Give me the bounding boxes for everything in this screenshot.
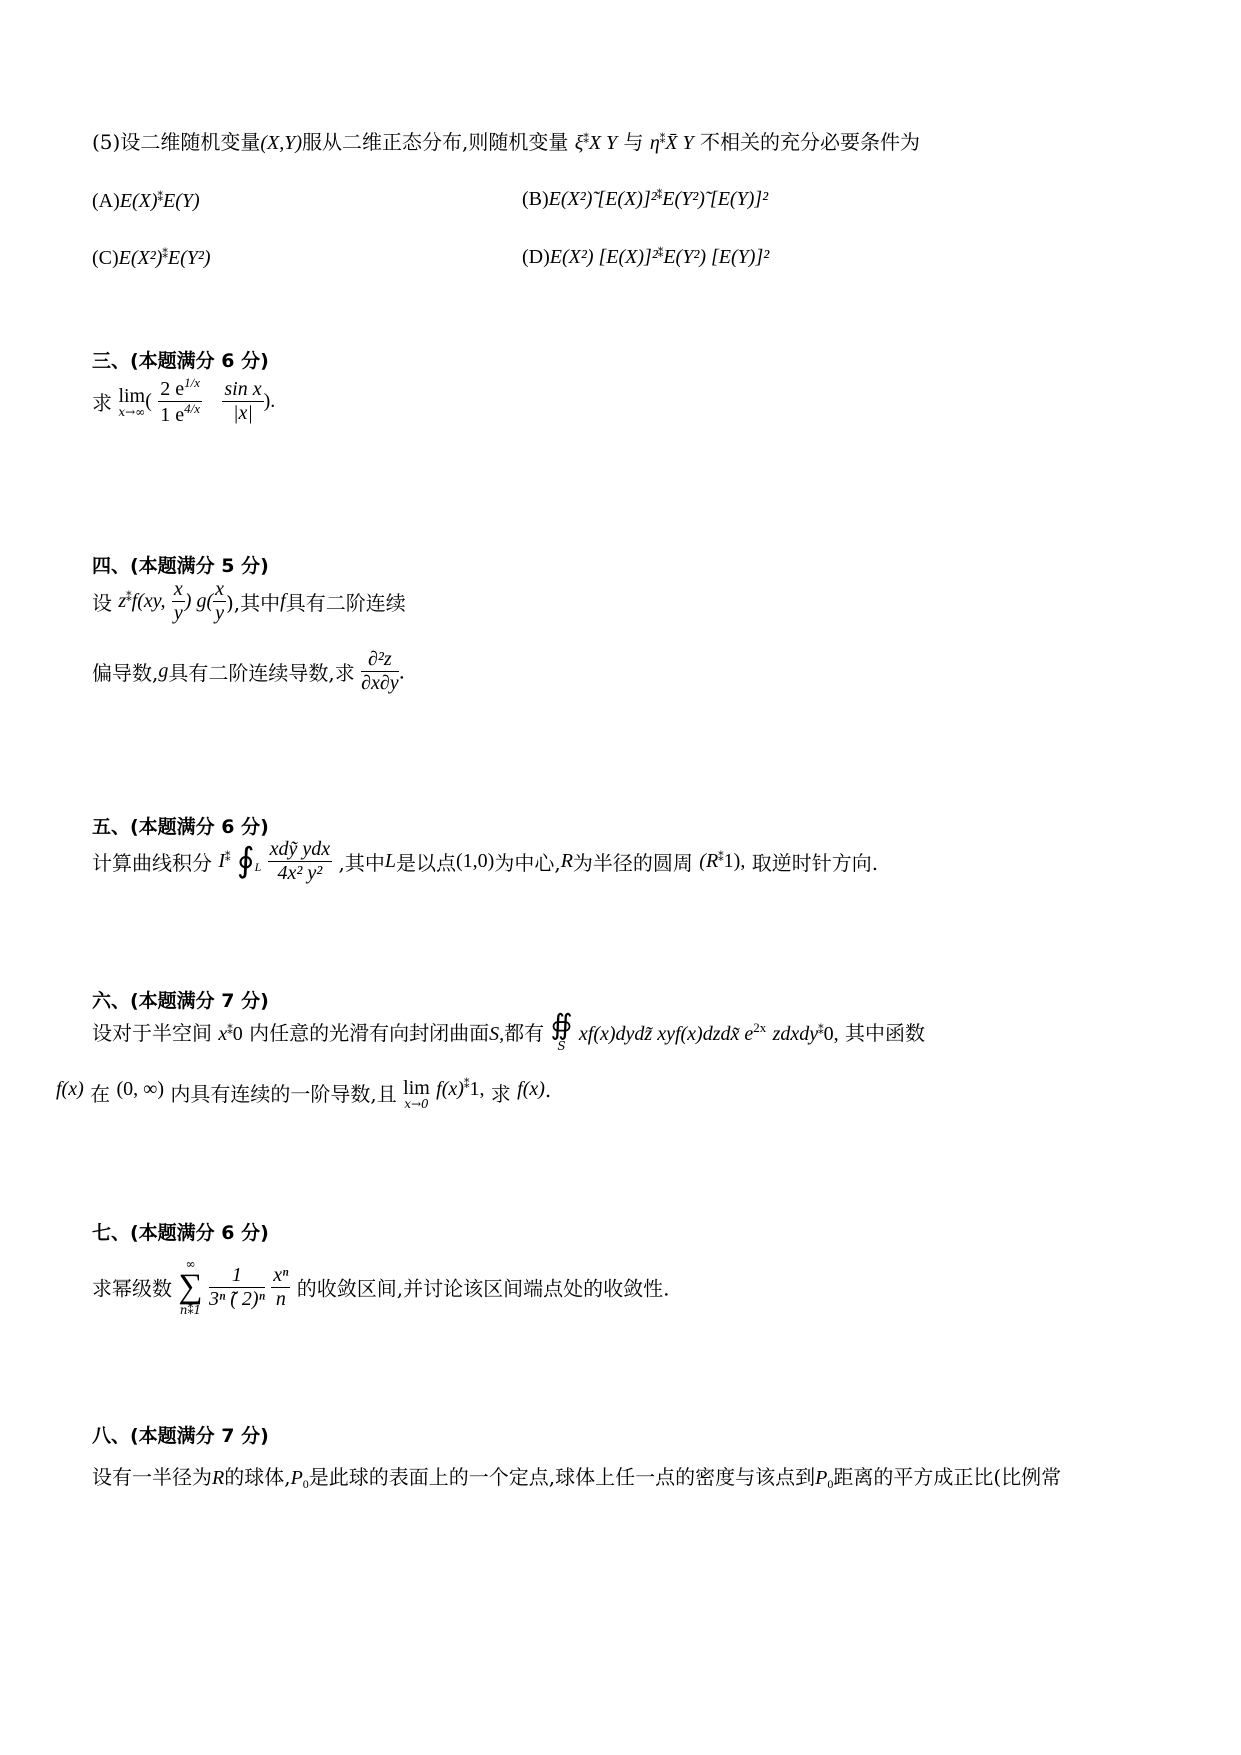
section-6-line-2: f(x) 在 (0, ∞) 内具有连续的一阶导数,且 lim x→0 f(x)⁑1, 求 f(x). [56,1077,552,1111]
section-3-problem: 求 lim x→∞ ( $\frac{2 e^{1/x}}{1 e^{4/x}}$ $\frac{\text{sin x}}{|x|}$ ). [92,375,276,426]
section-8-heading: 八、(本题满分 7 分) [92,1425,269,1447]
q5-option-a: (A)E(X)⁑E(Y) [92,190,200,212]
fraction-exponential: $\frac{2 e^{1/x}}{1 e^{4/x}}$ [160,375,200,426]
partial-derivative: $\frac{\text{∂²z}}{\partial x\partial y}$ [361,648,399,694]
section-3-heading: 三、(本题满分 6 分) [92,350,269,372]
contour-integral-icon: ∮ [236,842,255,880]
section-8-problem: 设有一半径为R的球体$,P_0$是此球的表面上的一个定点,球体上任一点的密度与该点到$P_0$距离的平方成正比(比例常 [92,1465,1062,1491]
section-4-line-2: 偏导数,g具有二阶连续导数,求 $\frac{\text{∂²z}}{\partial x\partial y}$ . [92,648,405,694]
q5-stem: (5)设二维随机变量(X,Y)服从二维正态分布,则随机变量 ξ⁑X Y 与 η⁑X̄ Y 不相关的充分必要条件为 [92,130,920,154]
section-5-heading: 五、(本题满分 6 分) [92,816,269,838]
section-7-heading: 七、(本题满分 6 分) [92,1222,269,1244]
integrand-fraction: $\frac{\text{xdỹ ydx}}{\text{4x² y²}}$ [269,838,331,884]
q5-option-b: (B)E(X²)̃ [E(X)]²⁑E(Y²)̃ [E(Y)]² [522,188,769,210]
fraction-x-over-y: $\frac{x}{y}$ [173,578,183,624]
section-4-line-1: 设 z⁑f(xy, $\frac{x}{y}$ ) g( $\frac{x}{y}$ ),其中f具有二阶连续 [92,578,406,624]
q5-option-d: (D)E(X²) [E(X)]²⁑E(Y²) [E(Y)]² [522,246,770,268]
section-6-heading: 六、(本题满分 7 分) [92,990,269,1012]
fraction-sine: $\frac{\text{sin x}}{|x|}$ [224,378,262,424]
fraction-x-over-y-2: $\frac{x}{y}$ [215,578,224,624]
surface-integral-icon: ∯ S [550,1010,573,1053]
section-6-line-1: 设对于半空间 x⁑0 内任意的光滑有向封闭曲面S,都有 ∯ S xf(x)dydz̃ xyf(x)dzdx̃ $e^{2x}$ zdxdy⁑0, 其中函数 [92,1010,926,1053]
limit-operator: lim x→0 [403,1077,430,1111]
series-coefficient: $\frac{1}{\text{3ⁿ ̃( 2)ⁿ}}$ [208,1263,265,1310]
section-7-problem: 求幂级数 ∞ ∑ n⁑1 $\frac{1}{\text{3ⁿ ̃( 2)ⁿ}}$ $\frac{\text{xⁿ}}{n}$ 的收敛区间,并讨论该区间端点处的收敛性. [92,1257,670,1317]
section-5-problem: 计算曲线积分 I⁑ $∮_L$ $\frac{\text{xdỹ ydx}}{\text{4x² y²}}$ ,其中L是以点(1,0)为中心,R为半径的圆周 (R⁑1), 取逆时针方向. [92,838,879,884]
summation-icon: ∞ ∑ n⁑1 [178,1257,203,1317]
section-4-heading: 四、(本题满分 5 分) [92,555,269,577]
series-term: $\frac{\text{xⁿ}}{n}$ [273,1263,289,1310]
limit-operator: lim x→∞ [118,384,146,419]
q5-option-c: (C)E(X²)⁑E(Y²) [92,247,211,269]
